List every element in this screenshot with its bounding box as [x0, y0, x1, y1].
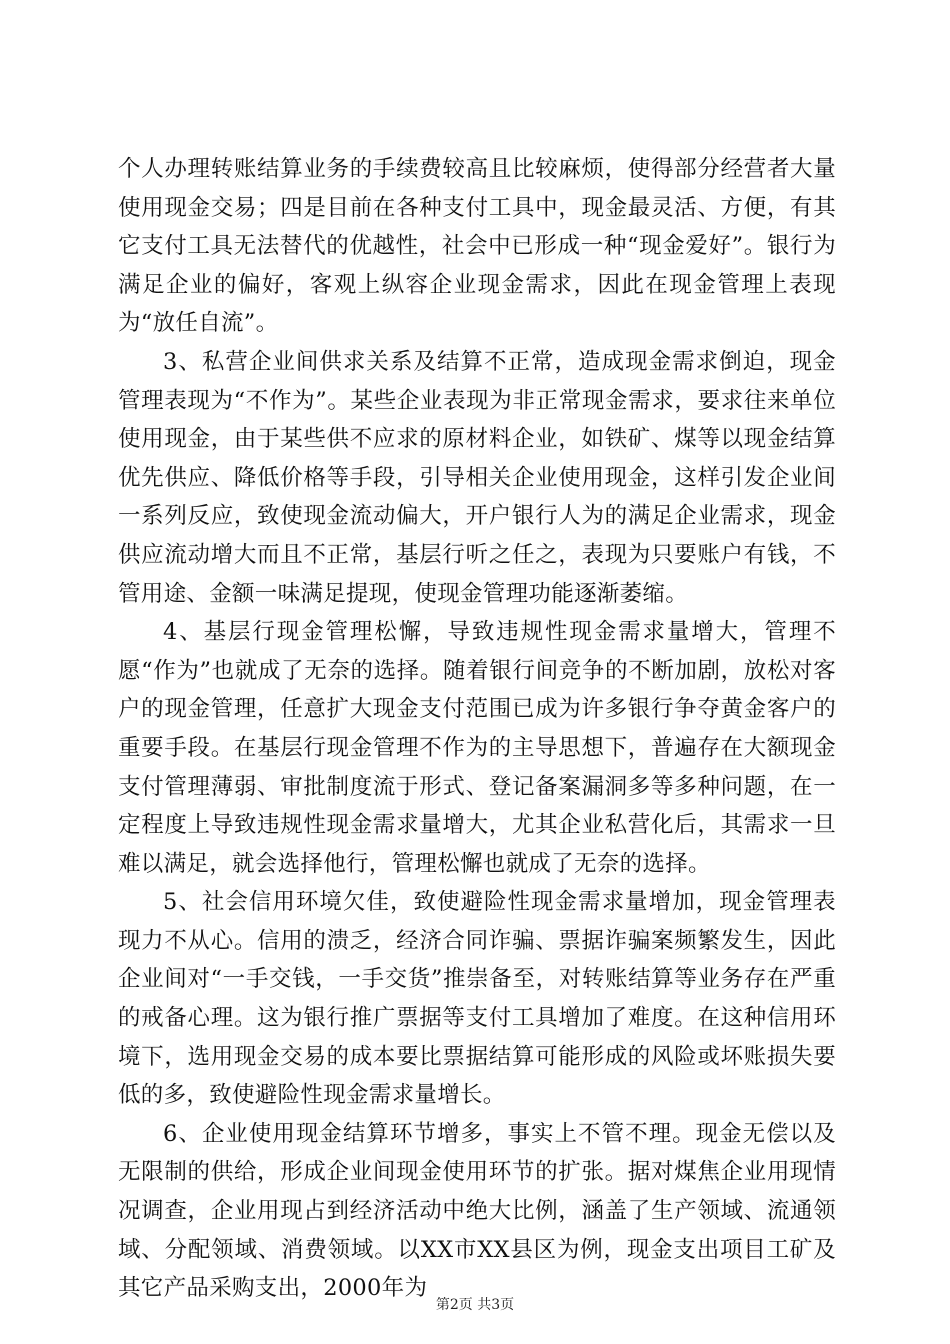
page-number-footer: 第2页 共3页	[435, 1297, 515, 1313]
paragraph-2: 3、私营企业间供求关系及结算不正常，造成现金需求倒迫，现金管理表现为“不作为”。某些企业表现为非正常现金需求，要求往来单位使用现金，由于某些供不应求的原材料企业，如铁矿、煤等以现金结算优先供应、降低价格等手段，引导相关企业使用现金，这样引发企业间一系列反应，致使现金流动偏大，开户银行人为的满足企业需求，现金供应流动增大而且不正常，基层行听之任之，表现为只要账户有钱，不管用途、金额一味满足提现，使现金管理功能逐渐萎缩。	[118, 348, 836, 607]
paragraph-4: 5、社会信用环境欠佳，致使避险性现金需求量增加，现金管理表现力不从心。信用的溃乏，经济合同诈骗、票据诈骗案频繁发生，因此企业间对“一手交钱，一手交货”推崇备至，对转账结算等业务存在严重的戒备心理。这为银行推广票据等支付工具增加了难度。在这种信用环境下，选用现金交易的成本要比票据结算可能形成的风险或坏账损失要低的多，致使避险性现金需求量增长。	[118, 889, 836, 1109]
paragraph-5: 6、企业使用现金结算环节增多，事实上不管不理。现金无偿以及无限制的供给，形成企业间现金使用环节的扩张。据对煤焦企业用现情况调查，企业用现占到经济活动中绝大比例，涵盖了生产领域、流通领域、分配领域、消费领域。以XX市XX县区为例，现金支出项目工矿及其它产品采购支出，2000年为	[118, 1120, 836, 1302]
paragraph-3: 4、基层行现金管理松懈，导致违规性现金需求量增大，管理不愿“作为”也就成了无奈的选择。随着银行间竞争的不断加剧，放松对客户的现金管理，任意扩大现金支付范围已成为许多银行争夺黄金客户的重要手段。在基层行现金管理不作为的主导思想下，普遍存在大额现金支付管理薄弱、审批制度流于形式、登记备案漏洞多等多种问题，在一定程度上导致违规性现金需求量增大，尤其企业私营化后，其需求一旦难以满足，就会选择他行，管理松懈也就成了无奈的选择。	[118, 619, 836, 877]
document-body	[118, 150, 836, 1308]
paragraph-1: 个人办理转账结算业务的手续费较高且比较麻烦，使得部分经营者大量使用现金交易；四是目前在各种支付工具中，现金最灵活、方便，有其它支付工具无法替代的优越性，社会中已形成一种“现金爱好”。银行为满足企业的偏好，客观上纵容企业现金需求，因此在现金管理上表现为“放任自流”。	[118, 156, 836, 337]
